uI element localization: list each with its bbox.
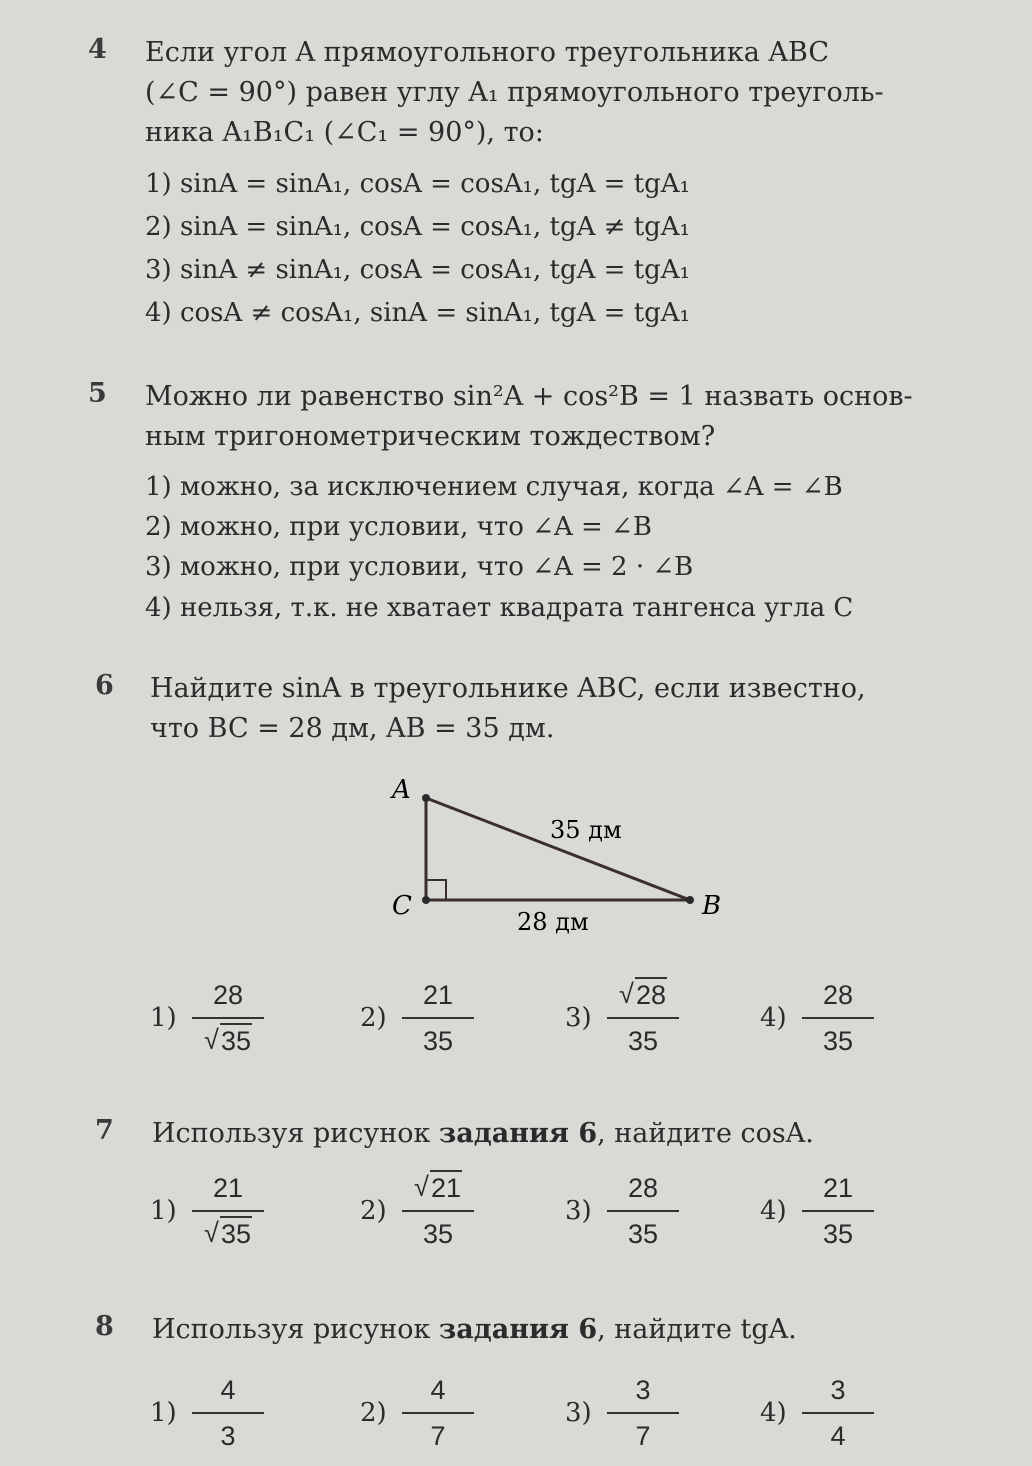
numerator: 4 — [430, 1375, 446, 1405]
fraction-bar — [802, 1017, 874, 1019]
denominator: 35 — [822, 1219, 854, 1249]
fraction-bar — [802, 1210, 874, 1212]
fraction — [607, 975, 679, 1061]
option-index: 1) — [150, 1398, 177, 1428]
fraction-bar — [402, 1412, 474, 1414]
answer-option — [360, 1370, 510, 1460]
answer-option: 4) cosA ≠ cosA₁, sinA = sinA₁, tgA = tgA₁ — [145, 298, 690, 328]
numerator: 28 — [212, 980, 244, 1010]
answer-option — [565, 1168, 715, 1258]
fraction — [402, 1370, 474, 1456]
numerator: 3 — [830, 1375, 846, 1405]
denominator: 35 — [822, 1026, 854, 1056]
fraction — [802, 975, 874, 1061]
answer-options-row — [150, 975, 910, 1065]
answer-option — [565, 1370, 715, 1460]
answer-option — [760, 1168, 910, 1258]
numerator: 21 — [212, 1173, 244, 1203]
denominator: 35 — [627, 1026, 659, 1056]
numerator: 21 — [422, 980, 454, 1010]
denominator: 7 — [635, 1421, 651, 1451]
task-stem-line: (∠C = 90°) равен углу A₁ прямоугольного треуголь- — [145, 77, 884, 108]
sqrt-sign: √ 28 — [619, 975, 667, 1015]
fraction — [802, 1168, 874, 1254]
sqrt-sign: √ 35 — [204, 1214, 252, 1254]
task-stem-line: Найдите sinA в треугольнике ABC, если известно, — [150, 673, 866, 704]
answer-options-row — [150, 1370, 910, 1460]
answer-option: 2) можно, при условии, что ∠A = ∠B — [145, 512, 652, 542]
fraction — [802, 1370, 874, 1456]
fraction-bar — [192, 1210, 264, 1212]
fraction — [402, 1168, 474, 1254]
task-number: 5 — [88, 378, 107, 409]
option-index: 2) — [360, 1196, 387, 1226]
right-angle-mark — [426, 880, 446, 900]
answer-option — [360, 975, 510, 1065]
answer-option: 1) можно, за исключением случая, когда ∠A = ∠B — [145, 472, 843, 502]
fraction-bar — [607, 1210, 679, 1212]
vertex-b — [686, 896, 694, 904]
vertex-c — [422, 896, 430, 904]
answer-option — [565, 975, 715, 1065]
numerator: 21 — [822, 1173, 854, 1203]
task-number: 4 — [88, 34, 107, 65]
answer-option: 4) нельзя, т.к. не хватает квадрата тангенса угла C — [145, 593, 854, 623]
denominator — [192, 1214, 264, 1254]
option-index: 4) — [760, 1398, 787, 1428]
task-stem-line: Можно ли равенство sin²A + cos²B = 1 назвать основ- — [145, 381, 913, 412]
fraction-bar — [402, 1210, 474, 1212]
numerator — [402, 1168, 474, 1208]
answer-option — [150, 1168, 300, 1258]
sqrt-sign: √ 21 — [414, 1168, 462, 1208]
label-c: C — [392, 891, 412, 921]
answer-options-row — [150, 1168, 910, 1258]
option-index: 3) — [565, 1398, 592, 1428]
task-stem: Используя рисунок задания 6, найдите tgA. — [152, 1314, 797, 1345]
fraction-bar — [192, 1412, 264, 1414]
task-number: 8 — [95, 1311, 114, 1342]
numerator: 4 — [220, 1375, 236, 1405]
denominator: 35 — [422, 1026, 454, 1056]
option-index: 1) — [150, 1003, 177, 1033]
answer-option — [760, 975, 910, 1065]
option-index: 2) — [360, 1398, 387, 1428]
answer-option: 1) sinA = sinA₁, cosA = cosA₁, tgA = tgA₁ — [145, 169, 690, 199]
vertex-a — [422, 794, 430, 802]
answer-option: 3) sinA ≠ sinA₁, cosA = cosA₁, tgA = tgA₁ — [145, 255, 690, 285]
fraction — [607, 1168, 679, 1254]
answer-option — [150, 975, 300, 1065]
answer-option — [360, 1168, 510, 1258]
numerator: 28 — [627, 1173, 659, 1203]
option-index: 4) — [760, 1196, 787, 1226]
task-stem-line: ника A₁B₁C₁ (∠C₁ = 90°), то: — [145, 117, 544, 148]
option-index: 2) — [360, 1003, 387, 1033]
answer-option: 3) можно, при условии, что ∠A = 2 · ∠B — [145, 552, 694, 582]
fraction — [607, 1370, 679, 1456]
sqrt-sign: √ 35 — [204, 1021, 252, 1061]
label-a: A — [392, 775, 411, 805]
fraction-bar — [607, 1412, 679, 1414]
fraction-bar — [802, 1412, 874, 1414]
numerator: 3 — [635, 1375, 651, 1405]
fraction-bar — [192, 1017, 264, 1019]
task-stem: Используя рисунок задания 6, найдите cosA. — [152, 1118, 814, 1149]
task-number: 6 — [95, 670, 114, 701]
task-stem-line: ным тригонометрическим тождеством? — [145, 421, 716, 452]
fraction-bar — [402, 1017, 474, 1019]
denominator — [192, 1021, 264, 1061]
task-number: 7 — [95, 1115, 114, 1146]
fraction-bar — [607, 1017, 679, 1019]
option-index: 1) — [150, 1196, 177, 1226]
denominator: 4 — [830, 1421, 846, 1451]
fraction — [402, 975, 474, 1061]
triangle-figure — [380, 770, 740, 950]
numerator: 28 — [822, 980, 854, 1010]
option-index: 3) — [565, 1003, 592, 1033]
answer-option — [760, 1370, 910, 1460]
denominator: 35 — [422, 1219, 454, 1249]
fraction — [192, 1370, 264, 1456]
label-b: B — [702, 891, 722, 921]
task-stem-line: что BC = 28 дм, AB = 35 дм. — [150, 713, 555, 744]
answer-option: 2) sinA = sinA₁, cosA = cosA₁, tgA ≠ tgA₁ — [145, 212, 690, 242]
side-ab — [426, 798, 690, 900]
hypotenuse-label: 35 дм — [550, 816, 622, 844]
denominator: 35 — [627, 1219, 659, 1249]
task-stem-line: Если угол A прямоугольного треугольника ABC — [145, 37, 829, 68]
fraction — [192, 975, 264, 1061]
option-index: 4) — [760, 1003, 787, 1033]
denominator: 7 — [430, 1421, 446, 1451]
denominator: 3 — [220, 1421, 236, 1451]
numerator — [607, 975, 679, 1015]
answer-option — [150, 1370, 300, 1460]
fraction — [192, 1168, 264, 1254]
option-index: 3) — [565, 1196, 592, 1226]
leg-label: 28 дм — [517, 908, 589, 936]
